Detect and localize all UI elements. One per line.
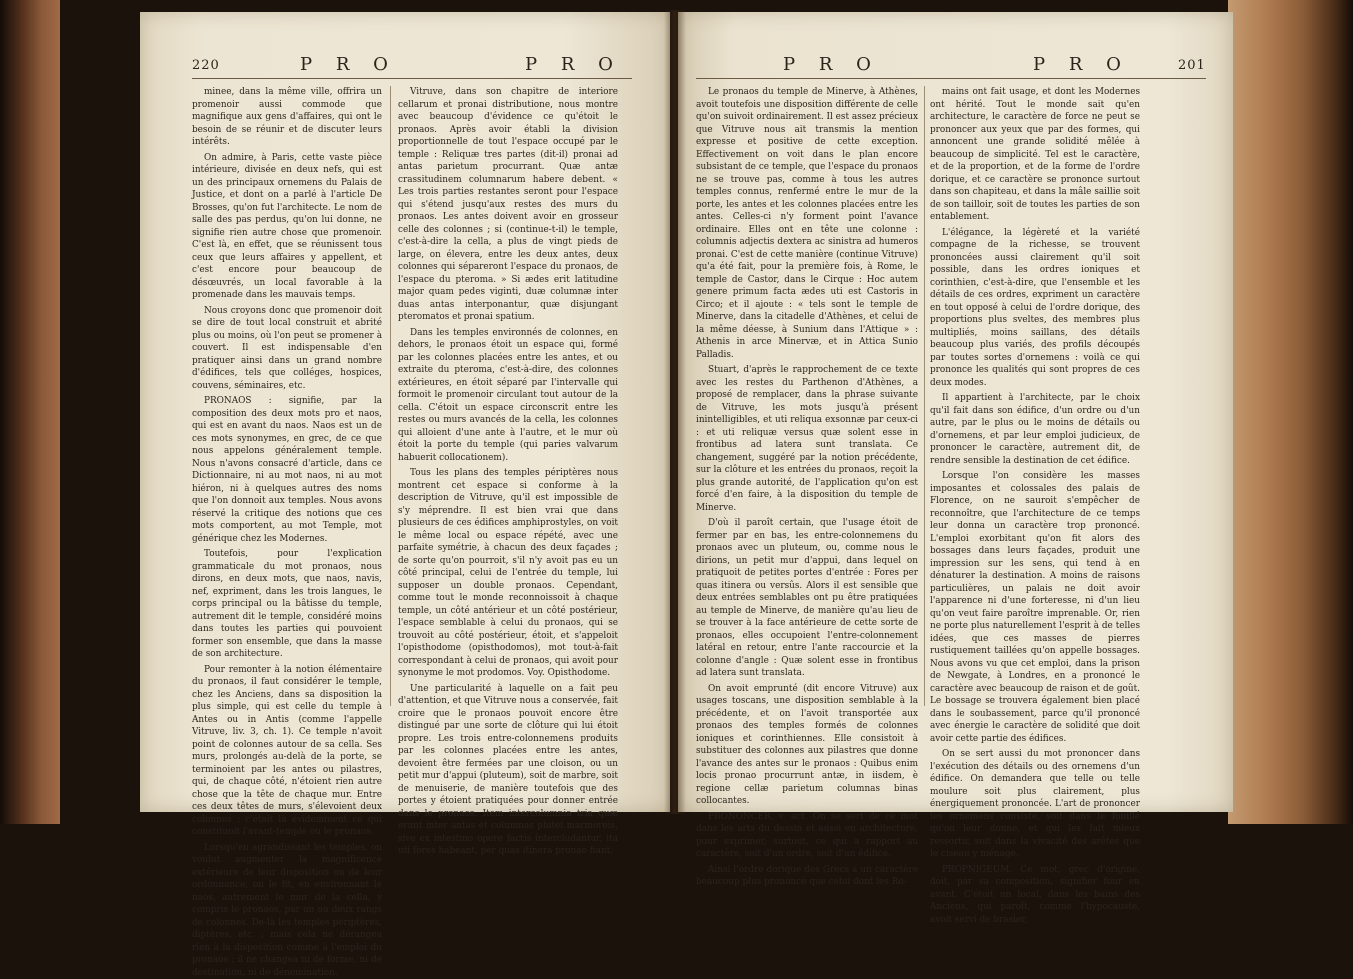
paragraph: Nous croyons donc que promenoir doit se dire de tout local construit et abrité plus ou moins, où l'on peut se promener à couvert. Il est indispensable d'en pratiquer ainsi dans un grand nombre d'édifices, tels que colléges, hospices, couvens, séminaires, etc. bbox=[192, 305, 382, 393]
text-column bbox=[398, 86, 618, 706]
paragraph: PRONONCER, v. act. On se sert de ce mot dans les arts du dessin et aussi en architecture, pour exprimer, surtout, ce qui a rapport au caractère, soit d'un ordre, soit d'un édifice. bbox=[696, 811, 918, 861]
text-column bbox=[696, 86, 918, 706]
book-edge-right bbox=[1228, 0, 1353, 824]
paragraph: Pour remonter à la notion élémentaire du pronaos, il faut considérer le temple, chez les Anciens, dans sa disposition la plus simple, qui est celle du temple à Antes ou in Antis (comme l'appelle Vitruve, liv. 3, ch. 1). Ce temple n'avoit point de colonnes autour de sa cella. Ses murs, prolongés au-delà de la porte, se terminoient par les antes ou pilastres, qui, de chaque côté, n'étoient rien autre chose que la tête de chaque mur. Entre ces deux têtes de murs, s'élevoient deux colonnes : c'étoit là évidemment ce qui constituoit l'avant-temple ou le pronaos. bbox=[192, 664, 382, 839]
running-head: P R O bbox=[783, 54, 880, 75]
paragraph: PRONAOS : signifie, par la composition des deux mots pro et naos, qui est en avant du naos. Naos est un de ces mots synonymes, en grec, de ce que nous appelons généralement temple. Nous n'avons consacré d'article, dans ce Dictionnaire, ni au mot naos, ni au mot hiéron, ni à quelques autres des noms que l'on donnoit aux temples. Nous avons réservé la critique des notions que ces mots comportent, au mot Temple, mot générique chez les Modernes. bbox=[192, 395, 382, 545]
paragraph: On admire, à Paris, cette vaste pièce intérieure, divisée en deux nefs, qui est un des principaux ornemens du Palais de Justice, et dont on a parlé à l'article De Brosses, qu'on fut l'architecte. Le nom de salle des pas perdus, qu'on lui donne, ne signifie rien autre chose que promenoir. C'est là, en effet, que se réunissent tous ceux que leurs affaires y appellent, et c'est encore pour beaucoup de désœuvrés, un local favorable à la promenade dans les mauvais temps. bbox=[192, 152, 382, 302]
paragraph: Toutefois, pour l'explication grammaticale du mot pronaos, nous dirons, en deux mots, que naos, navis, nef, expriment, dans les trois langues, le corps principal ou la bâtisse du temple, autrement dit le temple, considéré moins dans toutes les parties qui pouvoient former son ensemble, que dans la masse de son architecture. bbox=[192, 548, 382, 661]
paragraph: Le pronaos du temple de Minerve, à Athènes, avoit toutefois une disposition différente de celle qu'on suivoit ordinairement. Il est assez précieux que Vitruve nous ait transmis la mention expresse et positive de cette exception. Effectivement on voit dans le plan encore subsistant de ce temple, que l'espace du pronaos ne se trouve pas, comme à tous les autres temples connus, renfermé entre le mur de la porte, les antes et les colonnes placées entre les antes. Celles-ci n'y forment point l'avance ordinaire. Elles ont en tête une colonne : columnis adjectis dextera ac sinistra ad humeros pronai. C'est de cette manière (continue Vitruve) qu'a été fait, pour la première fois, à Rome, le temple de Castor, dans le Cirque : Hoc autem genere primum facta ædes uti est Castoris in Circo; et il ajoute : « tels sont le temple de Minerve, dans la citadelle d'Athènes, et celui de la même déesse, à Sunium dans l'Attique » : Athenis in arce Minervæ, et in Attica Sunio Palladis. bbox=[696, 86, 918, 361]
header-rule bbox=[696, 78, 1206, 79]
book-gutter bbox=[664, 10, 686, 814]
paragraph: Lorsque l'on considère les masses imposantes et colossales des palais de Florence, on ne sauroit s'empêcher de reconnoître, que l'architecture de ce temps leur donna un caractère trop prononcé. L'emploi exorbitant qu'on fit alors des bossages dans leurs façades, produit une impression sur les sens, qui tend à en dénaturer la destination. A moins de raisons particulières, un palais ne doit avoir l'apparence ni d'une forteresse, ni d'un lieu qu'on veut faire paroître imprenable. Or, rien ne porte plus naturellement l'esprit à de telles idées, que ces masses de pierres rustiquement taillées qu'on appelle bossages. Nous avons vu que cet emploi, dans la prison de Newgate, à Londres, en a prononcé le caractère avec beaucoup de raison et de goût. Le bossage se trouvera également bien placé dans le soubassement, parce qu'il prononcé avec énergie le caractère de solidité que doit avoir cette partie des édifices. bbox=[930, 470, 1140, 745]
column-rule bbox=[390, 86, 391, 706]
left-page bbox=[140, 12, 670, 812]
paragraph: Une particularité à laquelle on a fait peu d'attention, et que Vitruve nous a conservée, fait croire que le pronaos pouvoit encore être distingué par une sorte de clôture qui lui étoit propre. Les trois entre-colonnemens produits par les colonnes placées entre les antes, devoient être fermées par une cloison, ou un petit mur d'appui (pluteum), soit de marbre, soit de menuiserie, de manière toutefois que des portes y étoient pratiquées pour donner entrée dans le pronaos. Item intercolumnia tria quæ erunt inter antas et columnas plutei marmoreis, sive ex intestino opere factis intercludantur, ita uti fores habeant, per quas itinera pronao fiant. bbox=[398, 683, 618, 858]
paragraph: PROPNIGEUM. Ce mot, grec d'origine, doit, par sa composition, signifier four en avant. C'étoit un local, dans les bains des Anciens, qui paroît, comme l'hypocauste, avoit servi de brasier, bbox=[930, 864, 1140, 927]
paragraph: mains ont fait usage, et dont les Modernes ont hérité. Tout le monde sait qu'en architecture, le caractère de force ne peut se prononcer aux yeux que par des formes, qui annoncent une grande solidité mêlée à beaucoup de simplicité. Tel est le caractère, et de la proportion, et de la forme de l'ordre dorique, et ce caractère se prononce surtout dans son chapiteau, et dans la mâle saillie soit de son tailloir, soit de toutes les parties de son entablement. bbox=[930, 86, 1140, 224]
page-number: 220 bbox=[192, 58, 220, 73]
text-column bbox=[930, 86, 1140, 706]
paragraph: minee, dans la même ville, offrira un promenoir aussi commode que magnifique aux gens d'affaires, qui ont le besoin de se réunir et de discuter leurs intérêts. bbox=[192, 86, 382, 149]
book-edge-left bbox=[0, 0, 60, 824]
right-page bbox=[678, 12, 1233, 812]
running-head: P R O bbox=[1033, 54, 1130, 75]
paragraph: Dans les temples environnés de colonnes, en dehors, le pronaos étoit un espace qui, formé par les colonnes placées entre les antes, et ou extraite du pteroma, c'est-à-dire, des colonnes extérieures, en étoit séparé par l'intervalle qui formoit le promenoir circulant tout autour de la cella. C'étoit un espace circonscrit entre les restes ou murs avancés de la cella, les colonnes qui alloient d'une ante à l'autre, et le mur où étoit la porte du temple (qui paries valvarum habuerit collocationem). bbox=[398, 327, 618, 465]
header-rule bbox=[192, 78, 632, 79]
paragraph: Lorsqu'en agrandissant les temples, on voulut augmenter la magnificence extérieure de leur disposition ou de leur ordonnance, on le fit, en environnant le naos, autrement le mur de la cella, y compris le pronaos, par un ou deux rangs de colonnes. De-là les temples périptères, diptères, etc. ; mais cela ne dérangea rien à la disposition comme à l'emploi du pronaos ; il ne changea ni de forme, ni de destination, ni de dénomination. bbox=[192, 842, 382, 979]
paragraph: Ainsi l'ordre dorique des Grecs a un caractère beaucoup plus prononcé que celui dont les Ro- bbox=[696, 864, 918, 889]
paragraph: Il appartient à l'architecte, par le choix qu'il fait dans son édifice, d'un ordre ou d'un autre, par le plus ou le moins de détails ou d'ornemens, et par leur emploi judicieux, de prononcer le caractère, autrement dit, de rendre sensible la destination de cet édifice. bbox=[930, 392, 1140, 467]
right-page-header bbox=[678, 58, 1233, 80]
running-head: P R O bbox=[525, 54, 622, 75]
running-head: P R O bbox=[300, 54, 397, 75]
column-rule bbox=[924, 86, 925, 706]
paragraph: L'élégance, la légèreté et la variété compagne de la richesse, se trouvent prononcées aussi clairement qu'il soit possible, dans les ordres ioniques et corinthien, c'est-à-dire, que l'ensemble et les détails de ces ordres, expriment un caractère en tout opposé à celui de l'ordre dorique, des proportions plus sveltes, des membres plus multipliés, moins saillans, des détails beaucoup plus variés, des profils découpés par toutes sortes d'ornemens : voilà ce qui prononce les qualités qui sont propres de ces deux modes. bbox=[930, 227, 1140, 390]
left-page-header bbox=[140, 58, 670, 80]
paragraph: On avoit emprunté (dit encore Vitruve) aux usages toscans, une disposition semblable à la précédente, et on l'avoit transportée aux pronaos des temples formés de colonnes ioniques et corinthiennes. Elle consistoit à substituer des colonnes aux pilastres que donne l'avance des antes sur le pronaos : Quibus enim locis pronao procurrunt antæ, in iisdem, è regione cellæ parietum columnas binas collocantes. bbox=[696, 683, 918, 808]
paragraph: Vitruve, dans son chapitre de interiore cellarum et pronai distributione, nous montre avec beaucoup d'évidence ce qu'étoit le pronaos. Après avoir établi la division proportionnelle de tout l'espace occupé par le temple : Reliquæ tres partes (dit-il) pronai ad antas parietum procurrant. Quæ antæ crassitudinem columnarum habere debent. « Les trois parties restantes seront pour l'espace qui s'étend jusqu'aux restes des murs du pronaos. Les antes doivent avoir en grosseur celle des colonnes ; si (continue-t-il) le temple, c'est-à-dire la cella, a plus de vingt pieds de large, on élevera, entre les deux antes, deux colonnes qui sépareront l'espace du pronaos, de l'espace du pteroma. » Si ædes erit latitudine major quam pedes viginti, duæ columnæ inter duas antas interponantur, quæ disjungant pteromatos et pronai spatium. bbox=[398, 86, 618, 324]
paragraph: Tous les plans des temples périptères nous montrent cet espace si conforme à la description de Vitruve, qu'il est impossible de s'y méprendre. Il est bien vrai que dans plusieurs de ces édifices amphiprostyles, on voit le même local ou espace répété, avec une parfaite symétrie, à chacun des deux façades ; de sorte qu'on pourroit, s'il n'y avoit pas eu un côté principal, celui de l'entrée du temple, lui supposer un double pronaos. Cependant, comme tout le monde reconnoissoit à chaque temple, un côté antérieur et un côté postérieur, l'espace semblable à celui du pronaos, qui se trouvoit au côté postérieur, étoit, et s'appeloit l'opisthodome (opisthodomos), mot tout-à-fait correspondant à celui de pronaos, qui avoit pour synonyme le mot prodomos. Voy. Opisthodome. bbox=[398, 467, 618, 680]
paragraph: On se sert aussi du mot prononcer dans l'exécution des détails ou des ornemens d'un édifice. On demandera que telle ou telle moulure soit plus clairement, plus énergiquement prononcée. L'art de prononcer les ornemens consiste, soit dans le fouillé qu'on leur donne, et qui les fait mieux ressortir, soit dans la vivacité des arêtes que le ciseau y ménage. bbox=[930, 748, 1140, 861]
page-number: 201 bbox=[1178, 58, 1206, 73]
paragraph: D'où il paroît certain, que l'usage étoit de fermer par en bas, les entre-colonnemens du pronaos avec un pluteum, ou, comme nous le dirions, un petit mur d'appui, dans lequel on pratiquoit de petites portes d'entrée : Fores per quas itinera ou versûs. Alors il est sensible que deux entrées semblables ont pu être pratiquées au temple de Minerve, de manière qu'au lieu de se trouver à la face antérieure de cette sorte de pronaos, elles occupoient l'entre-colonnement latéral en retour, entre l'ante raccourcie et la colonne d'angle : Quæ solent esse in frontibus ad latera sunt translata. bbox=[696, 517, 918, 680]
paragraph: Stuart, d'après le rapprochement de ce texte avec les restes du Parthenon d'Athènes, a proposé de remplacer, dans la phrase suivante de Vitruve, les mots jusqu'à présent inintelligibles, et uti reliqua exsonnæ par ceux-ci : et uti reliquæ versus quæ solent esse in frontibus ad latera sunt translata. Ce changement, suggéré par la notion précédente, sur la clôture et les entrées du pronaos, reçoit la plus grande autorité, de l'application qu'on est forcé d'en faire, à la disposition du temple de Minerve. bbox=[696, 364, 918, 514]
text-column bbox=[192, 86, 382, 706]
